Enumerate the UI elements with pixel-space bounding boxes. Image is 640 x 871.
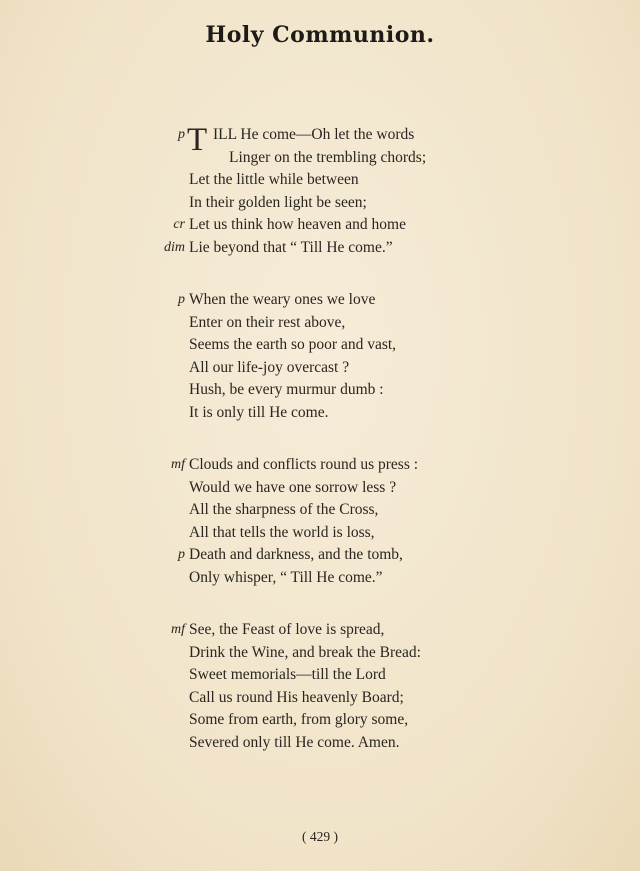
verse-line (0, 544, 640, 567)
verse-line-text: All that tells the world is loss, (189, 523, 375, 541)
drop-cap: T (187, 122, 208, 158)
verse-line-text: It is only till He come. (189, 403, 329, 421)
verse-line-text: Hush, be every murmur dumb : (189, 381, 384, 398)
dynamic-marking: p (178, 547, 185, 562)
stanza (0, 124, 640, 259)
verse-line (0, 709, 640, 732)
verse-line-text: Death and darkness, and the tomb, (189, 546, 403, 563)
stanza (0, 619, 640, 754)
verse-line-text: In their golden light be seen; (189, 193, 367, 211)
verse-line (0, 664, 640, 687)
verse-line (0, 169, 640, 192)
dynamic-marking: cr (173, 217, 185, 232)
verse-line (0, 732, 640, 755)
verse-line-text: Call us round His heavenly Board; (189, 688, 404, 706)
verse-line (0, 214, 640, 237)
verse-line-text: Linger on the trembling chords; (229, 148, 427, 166)
verse-line-text: Drink the Wine, and break the Bread: (189, 643, 421, 661)
verse-line (0, 147, 640, 170)
verse-line (0, 379, 640, 402)
verse-line-text: All the sharpness of the Cross, (189, 501, 379, 518)
verse-line (0, 357, 640, 380)
verse-line-text: Let the little while between (189, 171, 359, 188)
verse-line (0, 499, 640, 522)
page-title: Holy Communion. (205, 22, 435, 48)
verse-line-text: Lie beyond that “ Till He come.” (189, 238, 393, 256)
verse-line-text: Severed only till He come. Amen. (189, 733, 400, 751)
verse-line (0, 312, 640, 335)
verse-line-text: When the weary ones we love (189, 291, 376, 308)
verse-line (0, 642, 640, 665)
verse-line (0, 237, 640, 260)
dynamic-marking: mf (171, 457, 185, 472)
dynamic-marking: dim (164, 239, 185, 255)
verse-line-text: Would we have one sorrow less ? (189, 478, 397, 496)
verse-line-text: Only whisper, “ Till He come.” (189, 568, 383, 586)
verse-line-text: Seems the earth so poor and vast, (189, 336, 397, 353)
verse-line-text: Clouds and conflicts round us press : (189, 456, 419, 473)
verse-line-text: Some from earth, from glory some, (189, 711, 409, 728)
stanza (0, 454, 640, 589)
verse-line (0, 567, 640, 590)
stanza (0, 289, 640, 424)
verse-line-text: See, the Feast of love is spread, (189, 621, 385, 638)
verse-line (0, 619, 640, 642)
verse-line (0, 402, 640, 425)
verse-line (0, 192, 640, 215)
verse-line-text: Sweet memorials—till the Lord (189, 666, 386, 683)
dynamic-marking: p (178, 127, 185, 142)
verse-line-text: All our life-joy overcast ? (189, 358, 350, 376)
verse-line-text: Enter on their rest above, (189, 313, 346, 331)
verse-line-text: Let us think how heaven and home (189, 216, 406, 233)
verse-line-text: ILL He come—Oh let the words (213, 126, 415, 143)
verse-line (0, 454, 640, 477)
dynamic-marking: p (178, 292, 185, 307)
verse-line (0, 522, 640, 545)
verse-line (0, 477, 640, 500)
verse-line (0, 289, 640, 312)
dynamic-marking: mf (171, 622, 185, 637)
verse-line (0, 334, 640, 357)
page-number: ( 429 ) (302, 829, 338, 844)
verse-line (0, 687, 640, 710)
